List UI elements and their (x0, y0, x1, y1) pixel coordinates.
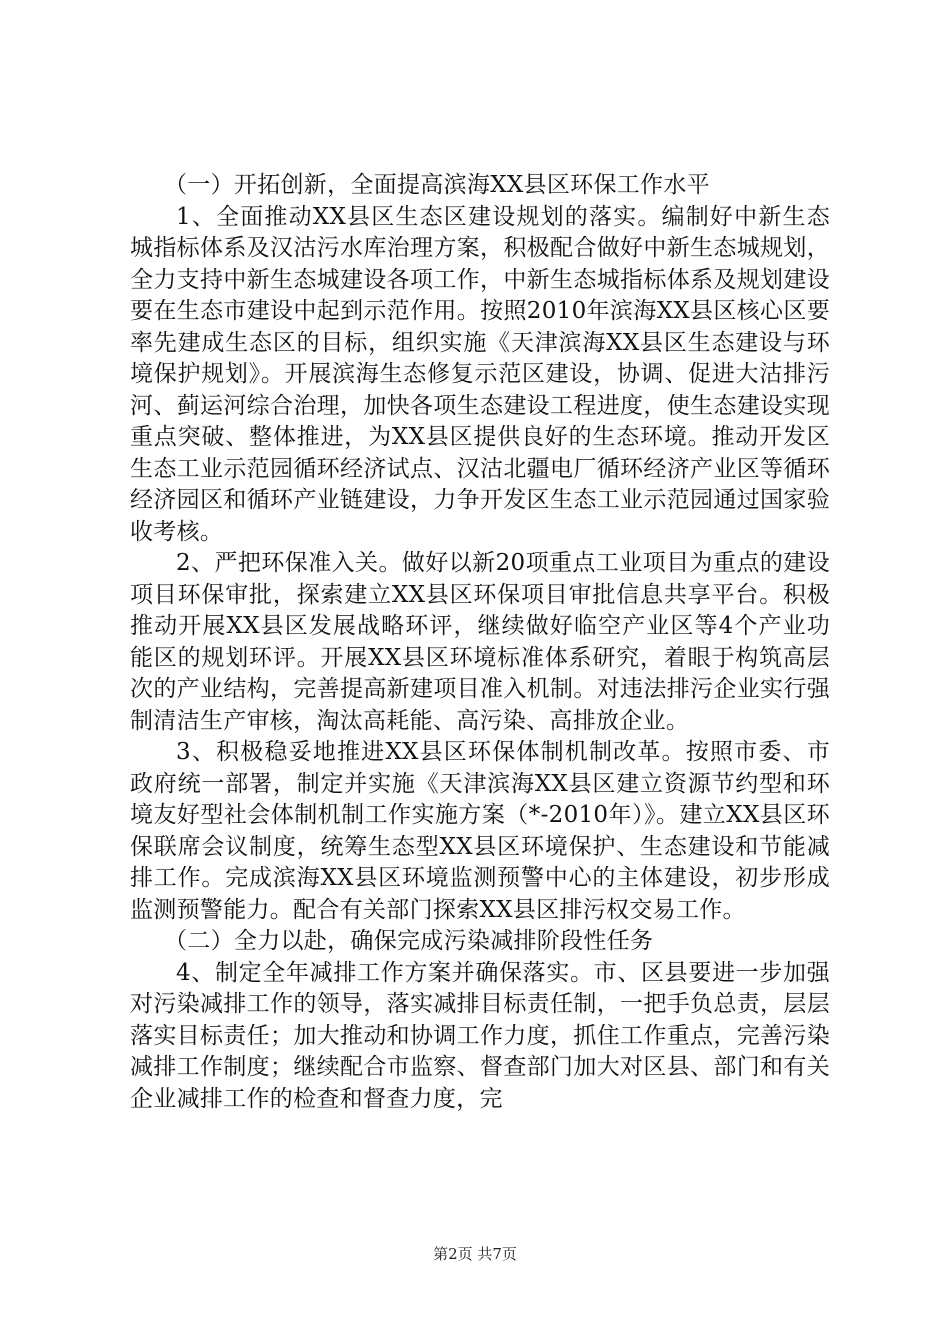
section-heading-2: （二）全力以赴，确保完成污染减排阶段性任务 (164, 928, 654, 954)
document-body (130, 170, 830, 1115)
paragraph-3: 3、积极稳妥地推进XX县区环保体制机制改革。按照市委、市政府统一部署，制定并实施《天津滨海XX县区建立资源节约型和环境友好型社会体制机制工作实施方案（*-2010年）》。建立XX县区环保联席会议制度，统筹生态型XX县区环境保护、生态建设和节能减排工作。完成滨海XX县区环境监测预警中心的主体建设，初步形成监测预警能力。配合有关部门探索XX县区排污权交易工作。 (130, 739, 830, 923)
paragraph-2: 2、严把环保准入关。做好以新20项重点工业项目为重点的建设项目环保审批，探索建立XX县区环保项目审批信息共享平台。积极推动开展XX县区发展战略环评，继续做好临空产业区等4个产业功能区的规划环评。开展XX县区环境标准体系研究，着眼于构筑高层次的产业结构，完善提高新建项目准入机制。对违法排污企业实行强制清洁生产审核，淘汰高耗能、高污染、高排放企业。 (130, 550, 830, 734)
paragraph-4: 4、制定全年减排工作方案并确保落实。市、区县要进一步加强对污染减排工作的领导，落实减排目标责任制，一把手负总责，层层落实目标责任；加大推动和协调工作力度，抓住工作重点，完善污染减排工作制度；继续配合市监察、督查部门加大对区县、部门和有关企业减排工作的检查和督查力度，完 (130, 959, 830, 1112)
page-number-footer: 第2页 共7页 (433, 1245, 517, 1263)
paragraph-1: 1、全面推动XX县区生态区建设规划的落实。编制好中新生态城指标体系及汉沽污水库治理方案，积极配合做好中新生态城规划，全力支持中新生态城建设各项工作，中新生态城指标体系及规划建设要在生态市建设中起到示范作用。按照2010年滨海XX县区核心区要率先建成生态区的目标，组织实施《天津滨海XX县区生态建设与环境保护规划》。开展滨海生态修复示范区建设，协调、促进大沽排污河、蓟运河综合治理，加快各项生态建设工程进度，使生态建设实现重点突破、整体推进，为XX县区提供良好的生态环境。推动开发区生态工业示范园循环经济试点、汉沽北疆电厂循环经济产业区等循环经济园区和循环产业链建设，力争开发区生态工业示范园通过国家验收考核。 (130, 203, 830, 545)
section-heading-1: （一）开拓创新，全面提高滨海XX县区环保工作水平 (164, 172, 710, 198)
